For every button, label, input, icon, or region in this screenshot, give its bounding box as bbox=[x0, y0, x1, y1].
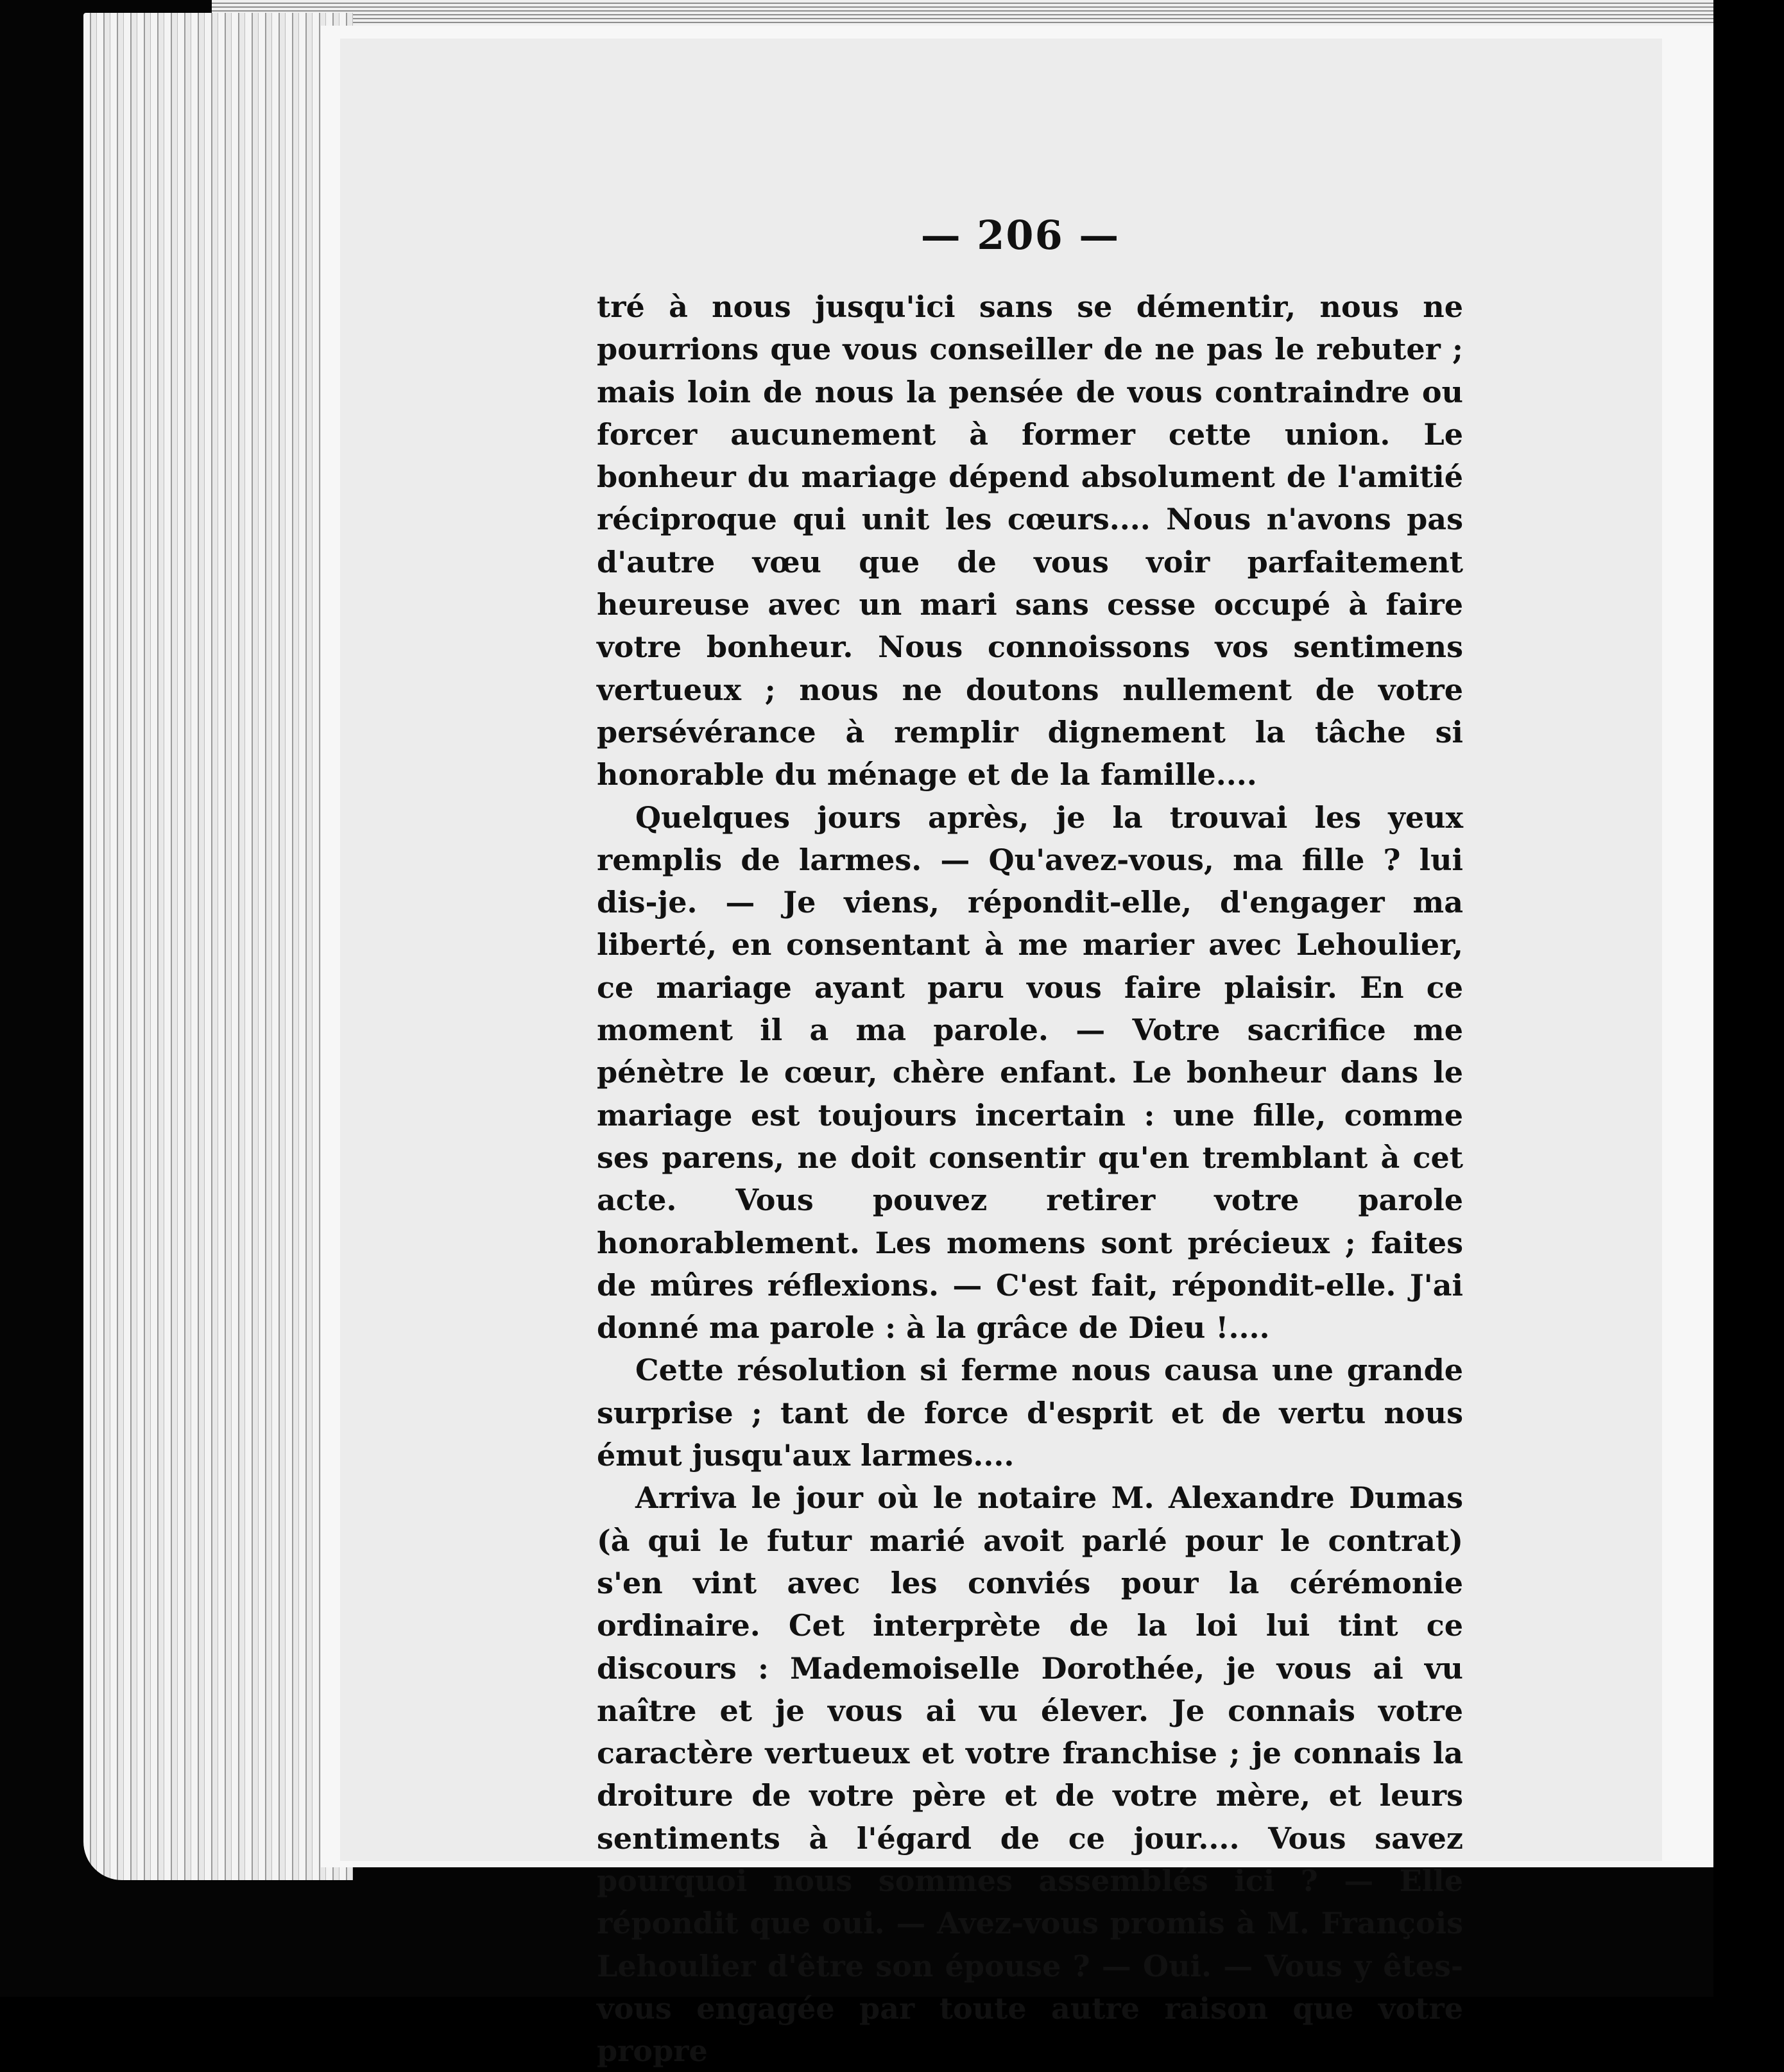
page-number: — 206 — bbox=[920, 212, 1120, 259]
paragraph-2: Quelques jours après, je la trouvai les yeux remplis de larmes. — Qu'avez-vous, ma fille ? lui dis-je. — Je viens, répondit-elle, d'engager ma liberté, en consentant à me marier avec Lehoulier, ce mariage ayant paru vous faire plaisir. En ce moment il a ma parole. — Votre sacrifice me pénètre le cœur, chère enfant. Le bonheur dans le mariage est toujours incertain : une fille, comme ses parens, ne doit consentir qu'en tremblant à cet acte. Vous pouvez retirer votre parole honorablement. Les momens sont précieux ; faites de mûres réflexions. — C'est fait, répondit-elle. J'ai donné ma parole : à la grâce de Dieu !.... bbox=[597, 800, 1463, 1346]
book-cover-right bbox=[1713, 0, 1784, 1997]
page-stack-edges bbox=[83, 13, 353, 1880]
paragraph-3: Cette résolution si ferme nous causa une grande surprise ; tant de force d'esprit et de vertu nous émut jusqu'aux larmes.... bbox=[597, 1353, 1463, 1473]
page-text bbox=[597, 286, 1463, 2072]
paragraph-4: Arriva le jour où le notaire M. Alexandre Dumas (à qui le futur marié avoit parlé pour le contrat) s'en vint avec les conviés pour la cérémonie ordinaire. Cet interprète de la loi lui tint ce discours : Mademoiselle Dorothée, je vous ai vu naître et je vous ai vu élever. Je connais votre caractère vertueux et votre franchise ; je connais la droiture de votre père et de votre mère, et leurs sentiments à l'égard de ce jour.... Vous savez pourquoi nous sommes assemblés ici ? — Elle répondit que oui. — Avez-vous promis à M. François Lehoulier d'être son épouse ? — Oui. — Vous y êtes-vous engagée par toute autre raison que votre propre bbox=[597, 1480, 1463, 2069]
paragraph-1: tré à nous jusqu'ici sans se démentir, nous ne pourrions que vous conseiller de ne pas le rebuter ; mais loin de nous la pensée de vous contraindre ou forcer aucunement à former cette union. Le bonheur du mariage dépend absolument de l'amitié réciproque qui unit les cœurs.... Nous n'avons pas d'autre vœu que de vous voir parfaitement heureuse avec un mari sans cesse occupé à faire votre bonheur. Nous connoissons vos sentimens vertueux ; nous ne doutons nullement de votre persévérance à remplir dignement la tâche si honorable du ménage et de la famille.... bbox=[597, 289, 1463, 792]
page-stack-top-edges bbox=[212, 0, 1720, 26]
